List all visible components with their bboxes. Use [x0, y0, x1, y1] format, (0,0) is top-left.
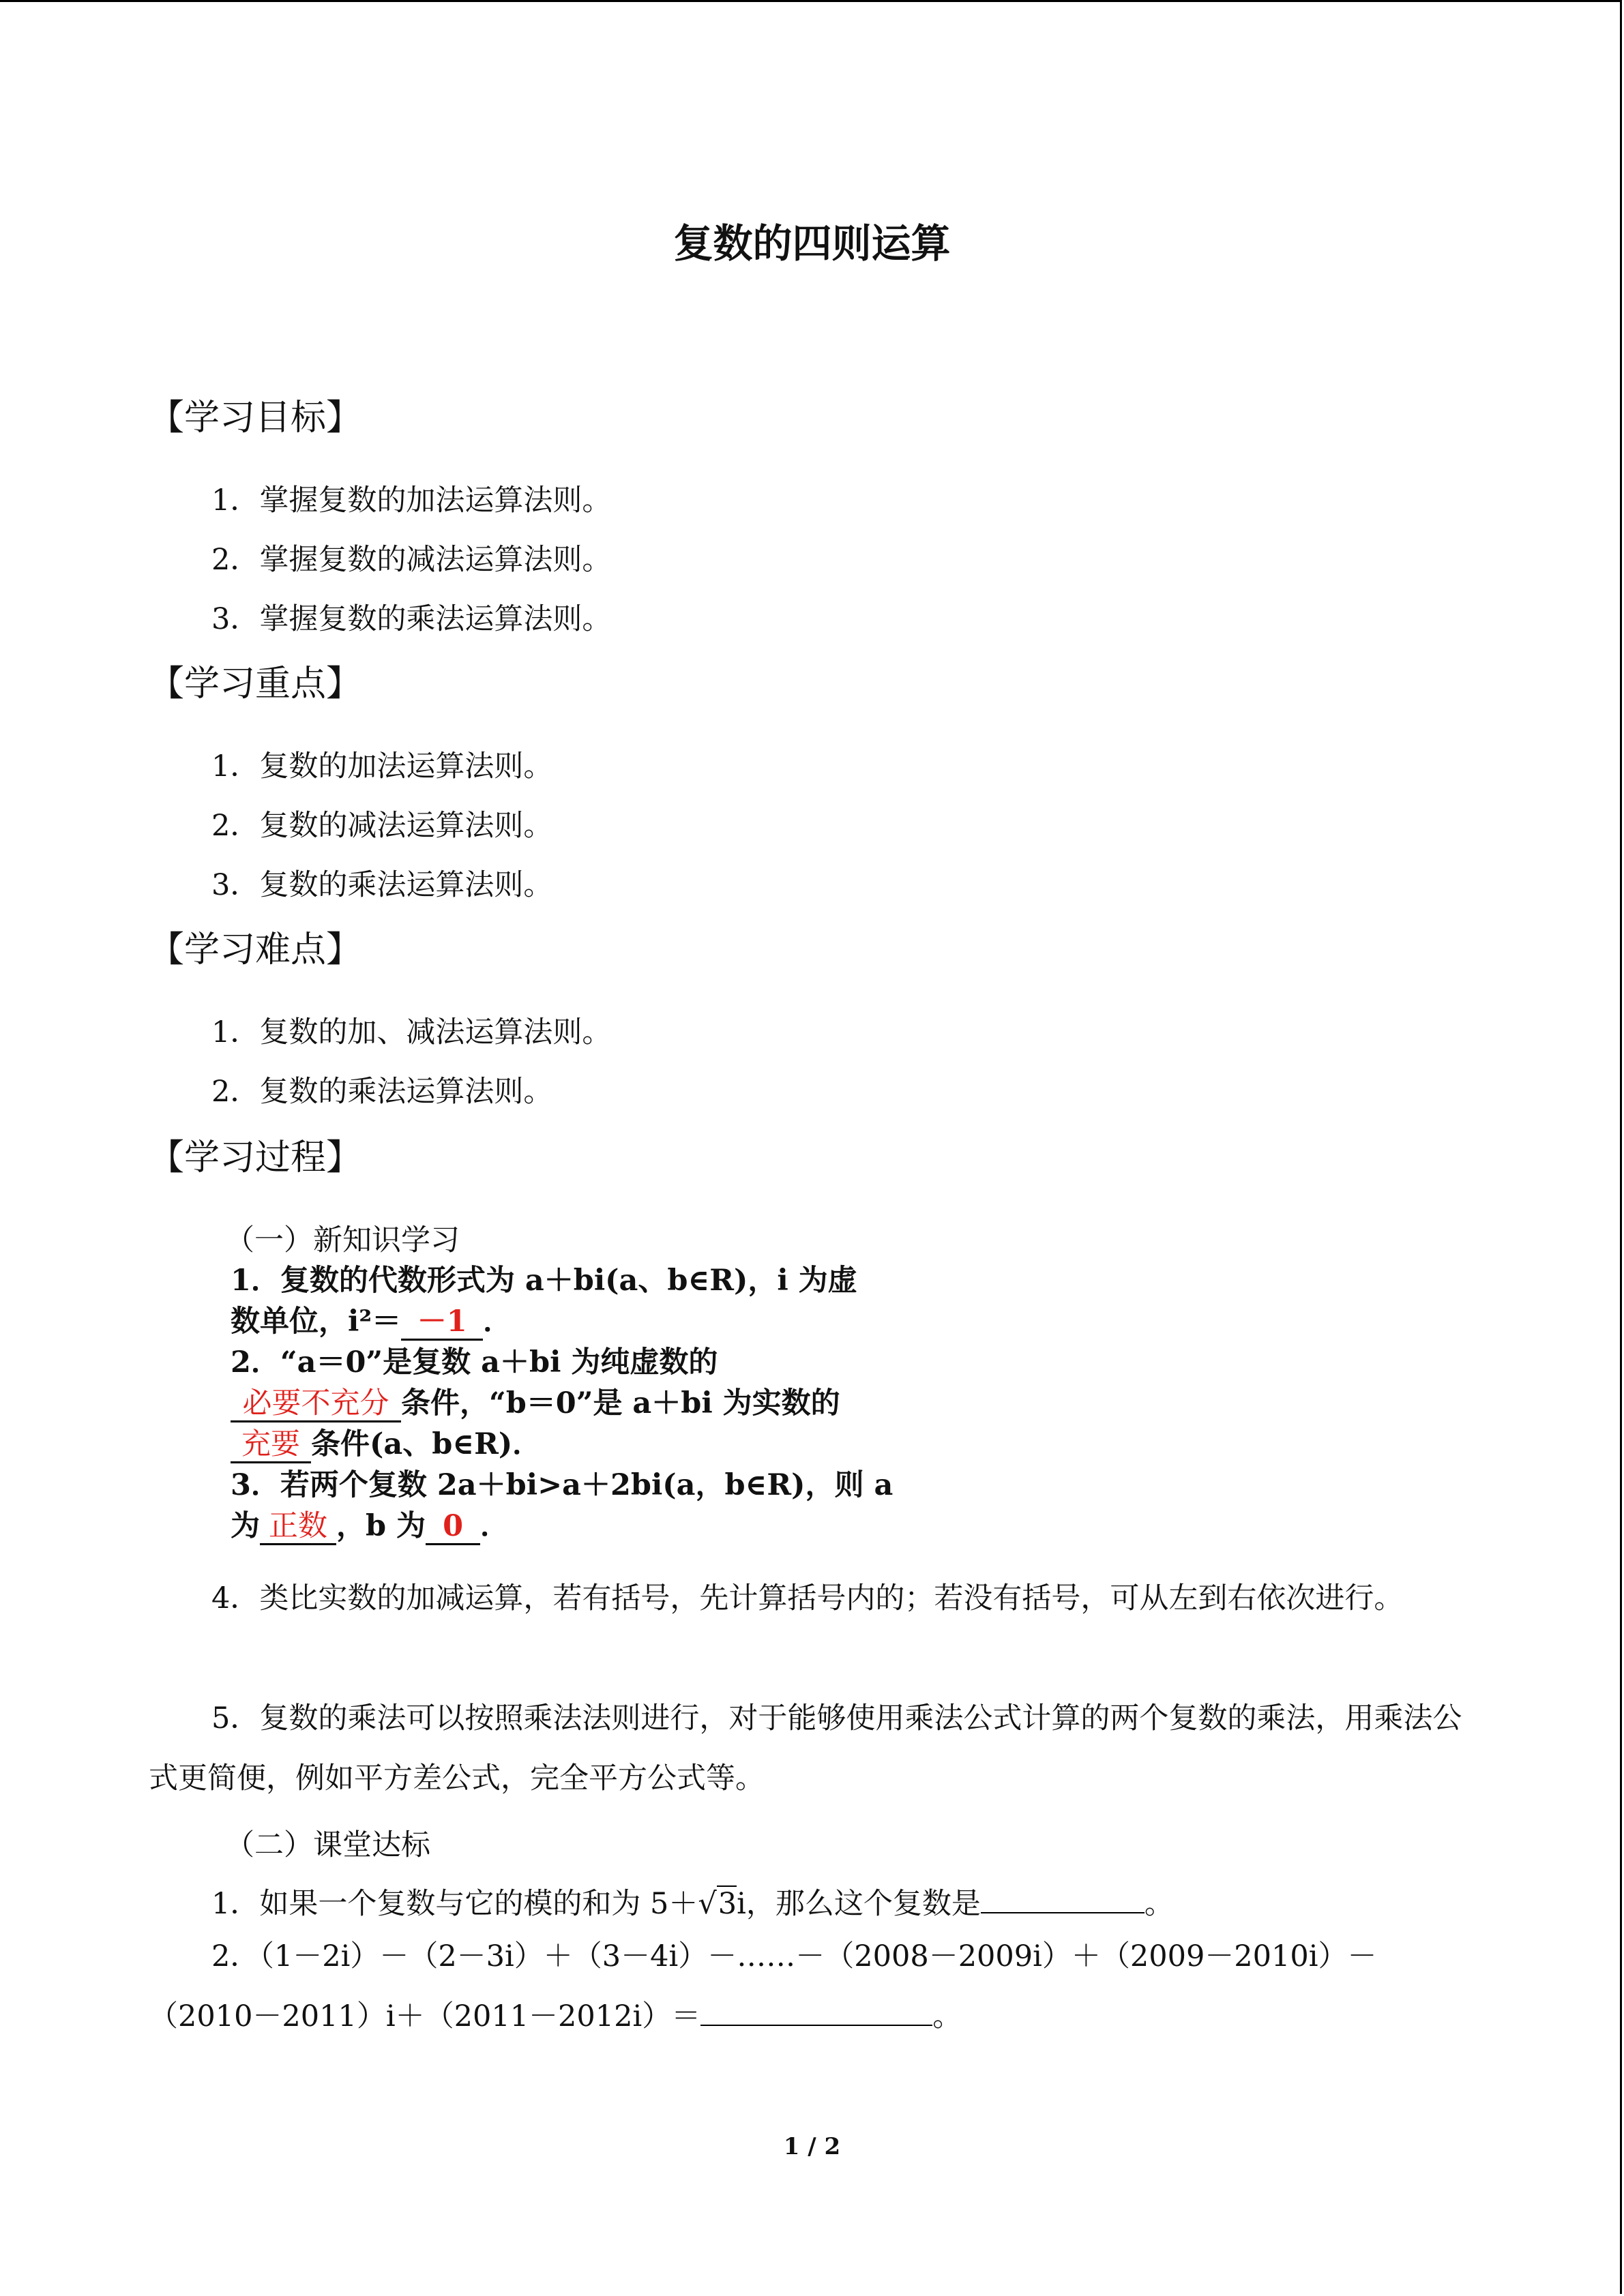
- q1-text-b: a＋bi(a、b∈R)，i 为虚: [525, 1264, 857, 1298]
- part-two-heading: （二）课堂达标: [225, 1828, 430, 1862]
- goal-item-3: 3．掌握复数的乘法运算法则。: [211, 602, 612, 636]
- e2-answer-blank: [700, 1997, 932, 2026]
- key-point-item-3: 3．复数的乘法运算法则。: [211, 868, 553, 902]
- q1-answer-blank: －1: [401, 1304, 483, 1341]
- q3-text-a: 3．若两个复数 2a＋bi>a＋2bi(a，b∈R)，则 a: [231, 1468, 894, 1502]
- e1-text-b: i，那么这个复数是: [737, 1887, 981, 1921]
- e1-answer-blank: [981, 1885, 1145, 1913]
- question-3-line-2: 为 正数 ，b 为 0 ．: [231, 1506, 510, 1547]
- paragraph-4: 4．类比实数的加减运算，若有括号，先计算括号内的；若没有括号，可从左到右依次进行。: [211, 1581, 1404, 1615]
- goals-heading: 【学习目标】: [149, 398, 362, 438]
- q2-text-b: 条件，“b＝0”是 a＋bi 为实数的: [401, 1386, 840, 1420]
- page-number: 1 / 2: [783, 2133, 841, 2160]
- goal-item-1: 1．掌握复数的加法运算法则。: [211, 483, 612, 518]
- q2-text-a: 2．“a＝0”是复数 a＋bi 为纯虚数的: [231, 1345, 718, 1380]
- question-2-line-2: [231, 1383, 840, 1424]
- difficulty-item-1: 1．复数的加、减法运算法则。: [211, 1015, 612, 1049]
- process-heading: 【学习过程】: [149, 1137, 362, 1178]
- e1-end: 。: [1144, 1887, 1174, 1921]
- q1-text-c: 数单位，i²＝: [231, 1304, 402, 1339]
- question-2-line-3: [231, 1424, 542, 1465]
- q1-text-a: 1．复数的代数形式为: [231, 1264, 515, 1298]
- e2-end: 。: [932, 1999, 962, 2033]
- e1-text-a: 1．如果一个复数与它的模的和为 5＋: [211, 1887, 698, 1921]
- part-one-heading: （一）新知识学习: [225, 1223, 460, 1257]
- e1-root-value: 3: [718, 1887, 737, 1921]
- key-points-heading: 【学习重点】: [149, 664, 362, 704]
- question-1-line-2: 数单位，i²＝ －1 ．: [231, 1301, 512, 1342]
- difficulties-heading: 【学习难点】: [149, 929, 362, 970]
- q3-answer-blank-1: 正数: [260, 1509, 336, 1545]
- q2-answer-blank-2: 充要: [231, 1427, 311, 1463]
- q3-answer-blank-2: 0: [426, 1509, 480, 1545]
- sqrt-symbol: √3: [698, 1887, 737, 1921]
- exercise-1: [211, 1881, 1174, 1922]
- question-1-line-1: [231, 1260, 857, 1301]
- exercise-2: [149, 1926, 1479, 2046]
- key-point-item-1: 1．复数的加法运算法则。: [211, 749, 553, 784]
- goal-item-2: 2．掌握复数的减法运算法则。: [211, 543, 612, 577]
- question-3-line-1: [231, 1465, 893, 1506]
- page-title: 复数的四则运算: [673, 220, 951, 267]
- paragraph-5: 5．复数的乘法可以按照乘法法则进行，对于能够使用乘法公式计算的两个复数的乘法，用乘法公式更简便，例如平方差公式，完全平方公式等。: [149, 1701, 1462, 1795]
- difficulty-item-2: 2．复数的乘法运算法则。: [211, 1075, 553, 1109]
- key-point-item-2: 2．复数的减法运算法则。: [211, 809, 553, 843]
- q3-text-b: 为: [231, 1509, 260, 1543]
- q2-text-c: 条件(a、b∈R)．: [311, 1427, 542, 1461]
- q2-answer-blank-1: 必要不充分: [231, 1386, 401, 1422]
- question-2-line-1: [231, 1342, 718, 1383]
- e2-text: 2．（1－2i）－（2－3i）＋（3－4i）－……－（2008－2009i）＋（2009－2010i）－（2010－2011）i＋（2011－2012i）＝: [149, 1939, 1377, 2033]
- q3-text-c: ，b 为: [336, 1509, 426, 1543]
